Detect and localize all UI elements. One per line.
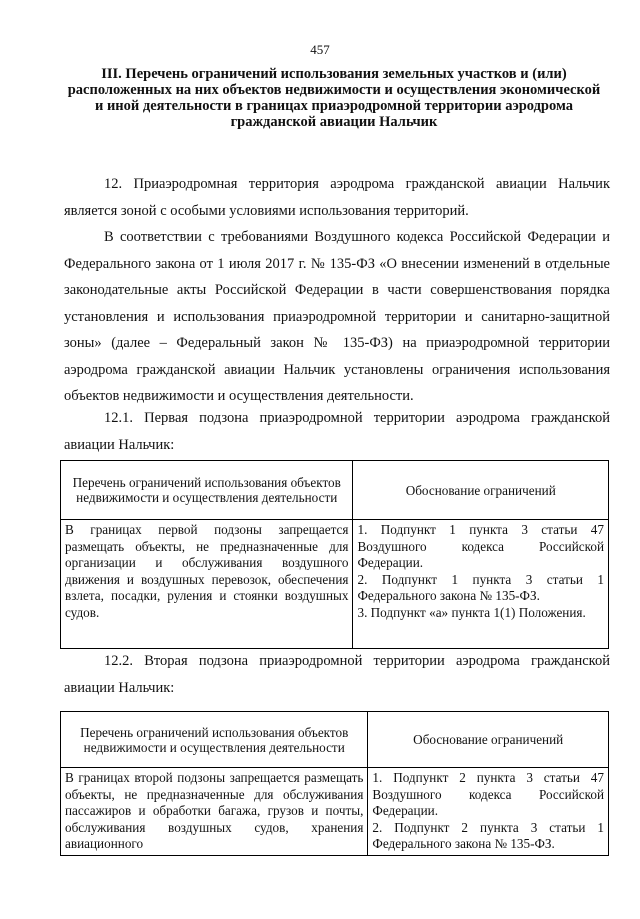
basis-cell (368, 768, 609, 856)
basis-item-2: 2. Подпункт 1 пункта 3 статьи 1 Федерального закона № 135-ФЗ. (357, 571, 604, 603)
basis-item-1: 1. Подпункт 2 пункта 3 статьи 47 Воздушного кодекса Российской Федерации. (372, 770, 604, 818)
table-header-basis: Обоснование ограничений (353, 461, 609, 520)
table-header-basis: Обоснование ограничений (368, 712, 609, 768)
basis-item-2: 2. Подпункт 2 пункта 3 статьи 1 Федерального закона № 135-ФЗ. (372, 819, 604, 851)
restriction-text: В границах второй подзоны запрещается размещать объекты, не предназначенные для обслуживания пассажиров и обработки багажа, грузов и почты, обслуживания воздушных судов, хранения авиационного (61, 768, 368, 856)
table-row (61, 768, 609, 856)
page-number: 457 (310, 42, 330, 57)
paragraph-12-1: 12.1. Первая подзона приаэродромной территории аэродрома гражданской авиации Нальчик: (64, 410, 610, 453)
restriction-text: В границах первой подзоны запрещается размещать объекты, не предназначенные для организации и обслуживания воздушного движения и воздушных перевозок, обеспечения взлета, посадки, руления и стоянки воздушных судов. (61, 520, 353, 649)
basis-item-3: 3. Подпункт «а» пункта 1(1) Положения. (357, 604, 586, 620)
restrictions-table-2 (60, 711, 609, 856)
table-header-row (61, 461, 609, 520)
basis-cell (353, 520, 609, 649)
section-heading: III. Перечень ограничений использования земельных участков и (или) расположенных на них объектов недвижимости и осуществления экономической и иной деятельности в границах приаэродромной территории аэродрома гражданской авиации Нальчик (67, 66, 601, 130)
restrictions-table-1 (60, 460, 609, 649)
table-row (61, 520, 609, 649)
paragraph-12: 12. Приаэродромная территория аэродрома гражданской авиации Нальчик является зоной с особыми условиями использования территорий. (64, 176, 610, 219)
table-header-restrictions: Перечень ограничений использования объектов недвижимости и осуществления деятельности (61, 461, 353, 520)
paragraph-12-2: 12.2. Вторая подзона приаэродромной территории аэродрома гражданской авиации Нальчик: (64, 653, 610, 696)
table-header-row (61, 712, 609, 768)
table-header-restrictions: Перечень ограничений использования объектов недвижимости и осуществления деятельности (61, 712, 368, 768)
basis-item-1: 1. Подпункт 1 пункта 3 статьи 47 Воздушного кодекса Российской Федерации. (357, 522, 604, 570)
paragraph-requirements: В соответствии с требованиями Воздушного кодекса Российской Федерации и Федерального закона от 1 июля 2017 г. № 135-ФЗ «О внесении изменений в отдельные законодательные акты Российской Федерации в части совершенствования порядка установления и использования приаэродромной территории и санитарно-защитной зоны» (далее – Федеральный закон № 135-ФЗ) на приаэродромной территории аэродрома гражданской авиации Нальчик установлены ограничения использования объектов недвижимости и осуществления деятельности. (64, 229, 610, 404)
